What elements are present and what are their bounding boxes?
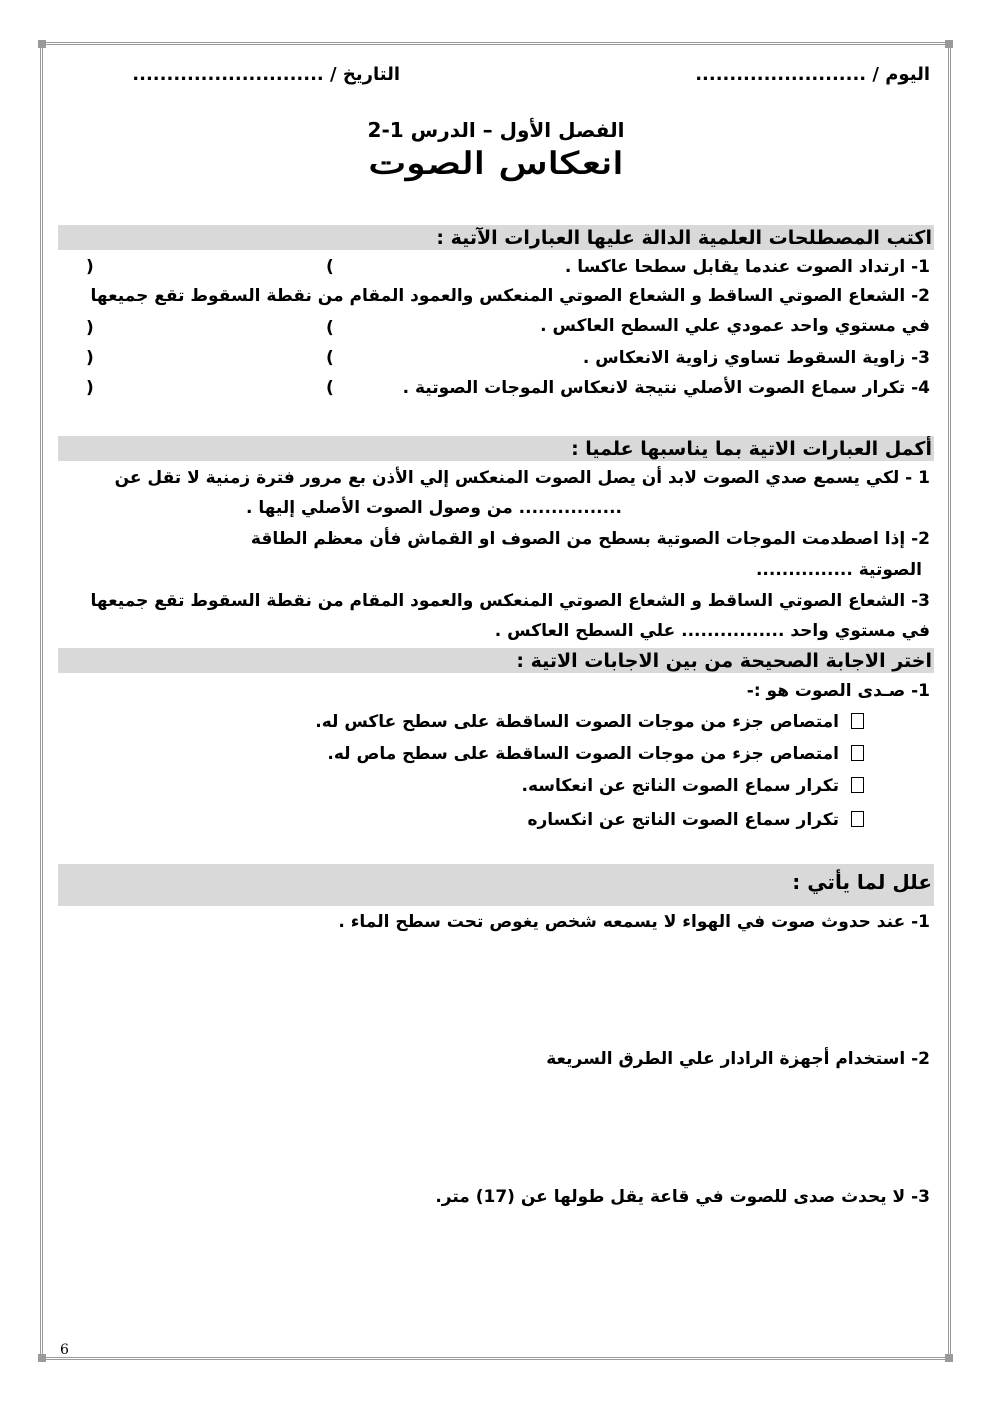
reason-item: 2- استخدام أجهزة الرادار علي الطرق السريعة — [546, 1049, 930, 1069]
mcq-question: 1- صـدى الصوت هو :- — [746, 681, 930, 701]
term-line: 1- ارتداد الصوت عندما يقابل سطحا عاكسا . — [564, 257, 930, 277]
answer-paren-close: ) — [86, 318, 94, 338]
date-field: التاريخ / ............................ — [132, 64, 400, 85]
lesson-title: الفصل الأول – الدرس 1-2 — [367, 118, 625, 142]
day-field: اليوم / ......................... — [695, 64, 930, 85]
choice-option[interactable]: تكرار سماع الصوت الناتج عن انعكاسه. — [521, 776, 864, 796]
answer-paren-close: ) — [86, 257, 94, 277]
term-line: 2- الشعاع الصوتي الساقط و الشعاع الصوتي المنعكس والعمود المقام من نقطة السقوط تقع جميعها — [90, 286, 930, 306]
answer-paren-open: ( — [326, 318, 334, 338]
reason-item: 1- عند حدوث صوت في الهواء لا يسمعه شخص يغوص تحت سطح الماء . — [338, 912, 930, 932]
complete-line: 2- إذا اصطدمت الموجات الصوتية بسطح من الصوف او القماش فأن معظم الطاقة — [250, 529, 930, 549]
section1-heading: اكتب المصطلحات العلمية الدالة عليها العبارات الآتية : — [436, 227, 932, 249]
complete-line: الصوتية ............... — [755, 560, 922, 580]
complete-line: ................ من وصول الصوت الأصلي إليها . — [245, 498, 622, 518]
term-line: في مستوي واحد عمودي علي السطح العاكس . — [540, 316, 930, 336]
border-corner — [945, 1354, 953, 1362]
section3-heading: اختر الاجابة الصحيحة من بين الاجابات الاتية : — [516, 650, 932, 672]
section4-heading: علل لما يأتي : — [792, 870, 932, 894]
complete-line: 1 - لكي يسمع صدي الصوت لابد أن يصل الصوت المنعكس إلي الأذن بع مرور فترة زمنية لا تقل عن — [114, 468, 930, 488]
answer-paren-close: ) — [86, 348, 94, 368]
border-corner — [38, 40, 46, 48]
border-corner — [38, 1354, 46, 1362]
complete-line: 3- الشعاع الصوتي الساقط و الشعاع الصوتي المنعكس والعمود المقام من نقطة السقوط تقع جميعها — [90, 591, 930, 611]
choice-option[interactable]: تكرار سماع الصوت الناتج عن انكساره — [527, 810, 864, 830]
page-number: 6 — [60, 1342, 69, 1358]
checkbox-icon[interactable] — [851, 777, 864, 793]
choice-option[interactable]: امتصاص جزء من موجات الصوت الساقطة على سطح ماص له. — [327, 744, 864, 764]
checkbox-icon[interactable] — [851, 745, 864, 761]
checkbox-icon[interactable] — [851, 811, 864, 827]
border-corner — [945, 40, 953, 48]
answer-paren-open: ( — [326, 348, 334, 368]
term-line: 4- تكرار سماع الصوت الأصلي نتيجة لانعكاس الموجات الصوتية . — [402, 378, 930, 398]
section2-heading: أكمل العبارات الاتية بما يناسبها علميا : — [571, 438, 932, 460]
answer-paren-close: ) — [86, 378, 94, 398]
term-line: 3- زاوية السقوط تساوي زاوية الانعكاس . — [582, 348, 930, 368]
choice-option[interactable]: امتصاص جزء من موجات الصوت الساقطة على سطح عاكس له. — [315, 712, 864, 732]
answer-paren-open: ( — [326, 378, 334, 398]
answer-paren-open: ( — [326, 257, 334, 277]
checkbox-icon[interactable] — [851, 713, 864, 729]
reason-item: 3- لا يحدث صدى للصوت في قاعة يقل طولها عن (17) متر. — [435, 1187, 930, 1207]
complete-line: في مستوي واحد ................ علي السطح العاكس . — [494, 621, 930, 641]
page-title: انعكاس الصوت — [368, 145, 624, 182]
